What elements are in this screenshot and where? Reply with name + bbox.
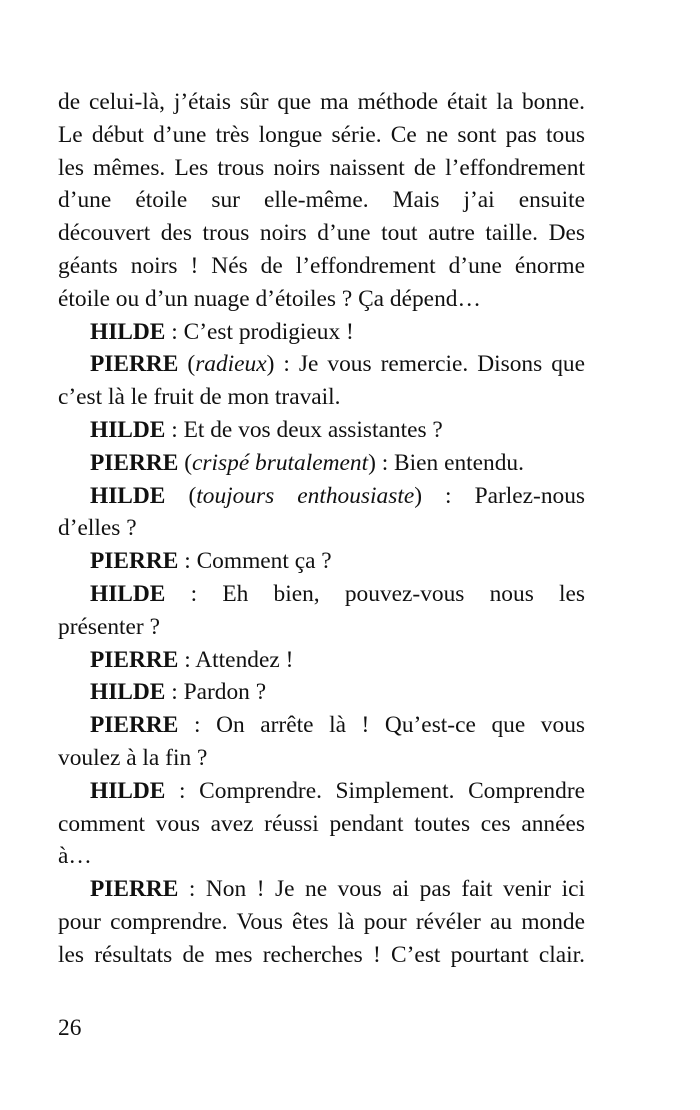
speaker-name: HILDE: [90, 777, 166, 804]
dialogue-line: PIERRE : Non ! Je ne vous ai pas fait venir ici: [90, 876, 585, 903]
stage-direction: toujours enthousiaste: [196, 482, 415, 509]
stage-direction: radieux: [195, 351, 267, 378]
text-line: d’elles ?: [58, 515, 137, 542]
stage-direction: crispé brutalement: [192, 449, 369, 476]
page-number: 26: [58, 1015, 82, 1041]
text-line: découvert des trous noirs d’une tout autre taille. Des: [58, 220, 585, 247]
dialogue-line: HILDE : C’est prodigieux !: [90, 318, 354, 345]
speaker-name: PIERRE: [90, 876, 179, 903]
dialogue-line: HILDE : Comprendre. Simplement. Comprendre: [90, 777, 585, 804]
speaker-name: HILDE: [90, 416, 166, 443]
speaker-name: PIERRE: [90, 712, 179, 739]
text-line: les mêmes. Les trous noirs naissent de l’effondrement: [58, 154, 585, 181]
speaker-name: HILDE: [90, 679, 166, 706]
dialogue-line: PIERRE : Attendez !: [90, 646, 294, 673]
dialogue-line: HILDE : Eh bien, pouvez-vous nous les: [90, 580, 585, 607]
book-page-text: [58, 86, 585, 972]
speaker-name: PIERRE: [90, 646, 179, 673]
dialogue-line: PIERRE : On arrête là ! Qu’est-ce que vous: [90, 712, 585, 739]
text-line: pour comprendre. Vous êtes là pour révéler au monde: [58, 908, 585, 935]
dialogue-line: PIERRE : Comment ça ?: [90, 548, 332, 575]
speaker-name: PIERRE: [90, 351, 179, 378]
speaker-name: PIERRE: [90, 548, 179, 575]
speaker-name: HILDE: [90, 318, 166, 345]
dialogue-line: PIERRE (crispé brutalement) : Bien entendu.: [90, 449, 524, 476]
text-line: présenter ?: [58, 613, 160, 640]
dialogue-line: HILDE (toujours enthousiaste) : Parlez-nous: [90, 482, 586, 509]
dialogue-line: HILDE : Pardon ?: [90, 679, 267, 706]
text-line: géants noirs ! Nés de l’effondrement d’une énorme: [58, 252, 585, 279]
text-line: étoile ou d’un nuage d’étoiles ? Ça dépend…: [58, 285, 481, 312]
text-line: voulez à la fin ?: [58, 744, 208, 771]
dialogue-line: PIERRE (radieux) : Je vous remercie. Disons que: [90, 351, 586, 378]
text-line: les résultats de mes recherches ! C’est pourtant clair.: [58, 941, 585, 968]
speaker-name: PIERRE: [90, 449, 179, 476]
text-line: de celui-là, j’étais sûr que ma méthode était la bonne.: [58, 89, 585, 115]
text-line: d’une étoile sur elle-même. Mais j’ai ensuite: [58, 187, 585, 214]
text-line: à…: [58, 843, 92, 870]
speaker-name: HILDE: [90, 482, 166, 509]
text-line: Le début d’une très longue série. Ce ne sont pas tous: [58, 121, 585, 148]
dialogue-line: HILDE : Et de vos deux assistantes ?: [90, 416, 443, 443]
text-line: comment vous avez réussi pendant toutes ces années: [58, 810, 585, 837]
speaker-name: HILDE: [90, 580, 166, 607]
text-line: c’est là le fruit de mon travail.: [58, 384, 341, 411]
